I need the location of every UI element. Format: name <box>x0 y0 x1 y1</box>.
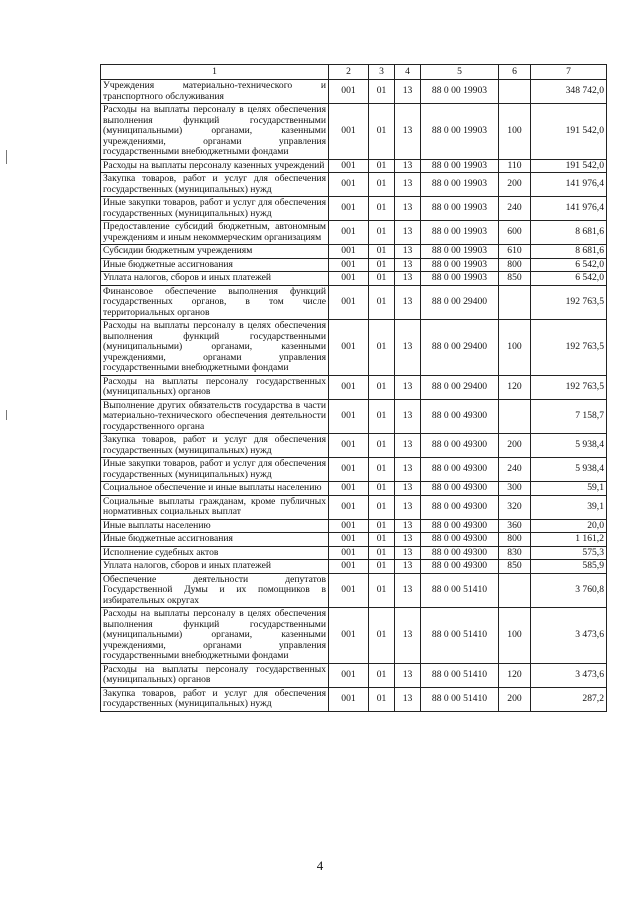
cell-grbs: 001 <box>329 687 369 711</box>
cell-section: 01 <box>369 687 395 711</box>
table-row <box>101 221 607 245</box>
cell-target-article: 88 0 00 51410 <box>421 573 499 608</box>
cell-grbs: 001 <box>329 375 369 399</box>
table-row <box>101 375 607 399</box>
cell-subsection: 13 <box>395 197 421 221</box>
cell-name: Финансовое обеспечение выполнения функций государственных органов, в том числе территориальных органов <box>101 285 329 320</box>
cell-grbs: 001 <box>329 272 369 286</box>
cell-name: Субсидии бюджетным учреждениям <box>101 245 329 259</box>
cell-section: 01 <box>369 285 395 320</box>
cell-amount: 141 976,4 <box>531 197 607 221</box>
cell-expense-type: 830 <box>499 546 531 560</box>
header-col-7: 7 <box>531 65 607 80</box>
cell-name: Исполнение судебных актов <box>101 546 329 560</box>
cell-grbs: 001 <box>329 533 369 547</box>
cell-amount: 1 161,2 <box>531 533 607 547</box>
cell-target-article: 88 0 00 51410 <box>421 608 499 664</box>
cell-expense-type <box>499 573 531 608</box>
cell-section: 01 <box>369 560 395 574</box>
cell-section: 01 <box>369 495 395 519</box>
page-number: 4 <box>316 858 324 873</box>
cell-amount: 5 938,4 <box>531 434 607 458</box>
cell-section: 01 <box>369 173 395 197</box>
table-row <box>101 663 607 687</box>
cell-grbs: 001 <box>329 173 369 197</box>
cell-grbs: 001 <box>329 573 369 608</box>
cell-amount: 7 158,7 <box>531 399 607 434</box>
cell-name: Иные выплаты населению <box>101 519 329 533</box>
table-row <box>101 458 607 482</box>
cell-subsection: 13 <box>395 173 421 197</box>
cell-subsection: 13 <box>395 533 421 547</box>
table-row <box>101 285 607 320</box>
cell-grbs: 001 <box>329 221 369 245</box>
cell-target-article: 88 0 00 49300 <box>421 495 499 519</box>
cell-name: Закупка товаров, работ и услуг для обеспечения государственных (муниципальных) нужд <box>101 687 329 711</box>
cell-section: 01 <box>369 104 395 160</box>
table-row <box>101 573 607 608</box>
cell-expense-type: 200 <box>499 434 531 458</box>
cell-subsection: 13 <box>395 573 421 608</box>
cell-target-article: 88 0 00 19903 <box>421 173 499 197</box>
cell-grbs: 001 <box>329 546 369 560</box>
cell-target-article: 88 0 00 49300 <box>421 399 499 434</box>
cell-name: Расходы на выплаты персоналу в целях обеспечения выполнения функций государственными (муниципальными) органами, казенными учреждениями, органами управления государственными внебюджетными фондами <box>101 320 329 376</box>
cell-target-article: 88 0 00 19903 <box>421 104 499 160</box>
cell-subsection: 13 <box>395 245 421 259</box>
cell-section: 01 <box>369 320 395 376</box>
cell-expense-type: 100 <box>499 608 531 664</box>
cell-grbs: 001 <box>329 285 369 320</box>
cell-name: Учреждения материально-технического и транспортного обслуживания <box>101 80 329 104</box>
table-row <box>101 173 607 197</box>
cell-expense-type <box>499 80 531 104</box>
cell-section: 01 <box>369 608 395 664</box>
cell-grbs: 001 <box>329 399 369 434</box>
cell-name: Расходы на выплаты персоналу в целях обеспечения выполнения функций государственными (муниципальными) органами, казенными учреждениями, органами управления государственными внебюджетными фондами <box>101 104 329 160</box>
table-row <box>101 482 607 496</box>
cell-expense-type: 320 <box>499 495 531 519</box>
cell-grbs: 001 <box>329 258 369 272</box>
cell-subsection: 13 <box>395 495 421 519</box>
cell-grbs: 001 <box>329 197 369 221</box>
cell-grbs: 001 <box>329 482 369 496</box>
cell-expense-type: 240 <box>499 458 531 482</box>
scan-margin-mark <box>6 410 7 420</box>
cell-amount: 192 763,5 <box>531 375 607 399</box>
cell-target-article: 88 0 00 49300 <box>421 533 499 547</box>
cell-subsection: 13 <box>395 546 421 560</box>
cell-section: 01 <box>369 482 395 496</box>
cell-name: Социальное обеспечение и иные выплаты населению <box>101 482 329 496</box>
header-col-1: 1 <box>101 65 329 80</box>
cell-target-article: 88 0 00 49300 <box>421 482 499 496</box>
cell-name: Уплата налогов, сборов и иных платежей <box>101 272 329 286</box>
table-row <box>101 399 607 434</box>
cell-grbs: 001 <box>329 245 369 259</box>
cell-section: 01 <box>369 519 395 533</box>
cell-expense-type: 120 <box>499 663 531 687</box>
cell-subsection: 13 <box>395 375 421 399</box>
cell-expense-type: 240 <box>499 197 531 221</box>
cell-grbs: 001 <box>329 434 369 458</box>
cell-amount: 3 473,6 <box>531 663 607 687</box>
cell-amount: 20,0 <box>531 519 607 533</box>
cell-target-article: 88 0 00 29400 <box>421 285 499 320</box>
cell-target-article: 88 0 00 29400 <box>421 375 499 399</box>
cell-amount: 141 976,4 <box>531 173 607 197</box>
cell-subsection: 13 <box>395 482 421 496</box>
cell-subsection: 13 <box>395 104 421 160</box>
cell-grbs: 001 <box>329 80 369 104</box>
cell-amount: 39,1 <box>531 495 607 519</box>
cell-expense-type: 360 <box>499 519 531 533</box>
cell-expense-type: 120 <box>499 375 531 399</box>
cell-target-article: 88 0 00 19903 <box>421 258 499 272</box>
cell-amount: 575,3 <box>531 546 607 560</box>
cell-subsection: 13 <box>395 458 421 482</box>
table-row <box>101 687 607 711</box>
cell-target-article: 88 0 00 19903 <box>421 272 499 286</box>
cell-amount: 585,9 <box>531 560 607 574</box>
table-row <box>101 272 607 286</box>
cell-section: 01 <box>369 80 395 104</box>
cell-amount: 8 681,6 <box>531 221 607 245</box>
header-col-5: 5 <box>421 65 499 80</box>
table-row <box>101 608 607 664</box>
cell-target-article: 88 0 00 51410 <box>421 687 499 711</box>
table-row <box>101 560 607 574</box>
table-row <box>101 245 607 259</box>
cell-subsection: 13 <box>395 221 421 245</box>
table-header-row <box>101 65 607 80</box>
budget-table <box>100 64 607 712</box>
cell-grbs: 001 <box>329 663 369 687</box>
table-row <box>101 258 607 272</box>
table-row <box>101 495 607 519</box>
header-col-2: 2 <box>329 65 369 80</box>
cell-name: Закупка товаров, работ и услуг для обеспечения государственных (муниципальных) нужд <box>101 434 329 458</box>
cell-target-article: 88 0 00 29400 <box>421 320 499 376</box>
cell-subsection: 13 <box>395 258 421 272</box>
cell-subsection: 13 <box>395 80 421 104</box>
cell-section: 01 <box>369 434 395 458</box>
cell-name: Иные бюджетные ассигнования <box>101 258 329 272</box>
cell-name: Уплата налогов, сборов и иных платежей <box>101 560 329 574</box>
cell-section: 01 <box>369 272 395 286</box>
table-row <box>101 320 607 376</box>
cell-name: Иные закупки товаров, работ и услуг для обеспечения государственных (муниципальных) нужд <box>101 197 329 221</box>
cell-subsection: 13 <box>395 399 421 434</box>
table-row <box>101 80 607 104</box>
cell-subsection: 13 <box>395 272 421 286</box>
cell-amount: 192 763,5 <box>531 285 607 320</box>
cell-expense-type <box>499 285 531 320</box>
cell-grbs: 001 <box>329 608 369 664</box>
header-col-3: 3 <box>369 65 395 80</box>
cell-grbs: 001 <box>329 495 369 519</box>
cell-name: Обеспечение деятельности депутатов Государственной Думы и их помощников в избирательных округах <box>101 573 329 608</box>
cell-expense-type: 100 <box>499 320 531 376</box>
cell-expense-type <box>499 399 531 434</box>
cell-target-article: 88 0 00 19903 <box>421 221 499 245</box>
cell-expense-type: 610 <box>499 245 531 259</box>
cell-subsection: 13 <box>395 285 421 320</box>
scan-margin-mark <box>6 150 7 164</box>
cell-subsection: 13 <box>395 320 421 376</box>
cell-expense-type: 200 <box>499 687 531 711</box>
cell-name: Расходы на выплаты персоналу в целях обеспечения выполнения функций государственными (муниципальными) органами, казенными учреждениями, органами управления государственными внебюджетными фондами <box>101 608 329 664</box>
cell-name: Иные закупки товаров, работ и услуг для обеспечения государственных (муниципальных) нужд <box>101 458 329 482</box>
cell-name: Предоставление субсидий бюджетным, автономным учреждениям и иным некоммерческим организациям <box>101 221 329 245</box>
cell-expense-type: 600 <box>499 221 531 245</box>
cell-amount: 348 742,0 <box>531 80 607 104</box>
cell-subsection: 13 <box>395 663 421 687</box>
cell-amount: 59,1 <box>531 482 607 496</box>
cell-section: 01 <box>369 159 395 173</box>
cell-subsection: 13 <box>395 608 421 664</box>
cell-section: 01 <box>369 546 395 560</box>
cell-name: Закупка товаров, работ и услуг для обеспечения государственных (муниципальных) нужд <box>101 173 329 197</box>
cell-name: Социальные выплаты гражданам, кроме публичных нормативных социальных выплат <box>101 495 329 519</box>
cell-grbs: 001 <box>329 104 369 160</box>
table-row <box>101 519 607 533</box>
cell-subsection: 13 <box>395 687 421 711</box>
cell-amount: 191 542,0 <box>531 104 607 160</box>
cell-target-article: 88 0 00 19903 <box>421 80 499 104</box>
table-row <box>101 197 607 221</box>
cell-section: 01 <box>369 399 395 434</box>
cell-amount: 3 760,8 <box>531 573 607 608</box>
cell-amount: 3 473,6 <box>531 608 607 664</box>
cell-section: 01 <box>369 533 395 547</box>
cell-amount: 287,2 <box>531 687 607 711</box>
cell-expense-type: 850 <box>499 272 531 286</box>
cell-grbs: 001 <box>329 560 369 574</box>
cell-section: 01 <box>369 197 395 221</box>
cell-amount: 191 542,0 <box>531 159 607 173</box>
cell-target-article: 88 0 00 19903 <box>421 159 499 173</box>
cell-grbs: 001 <box>329 519 369 533</box>
cell-expense-type: 110 <box>499 159 531 173</box>
cell-expense-type: 300 <box>499 482 531 496</box>
cell-name: Расходы на выплаты персоналу государственных (муниципальных) органов <box>101 663 329 687</box>
cell-subsection: 13 <box>395 560 421 574</box>
cell-subsection: 13 <box>395 519 421 533</box>
cell-target-article: 88 0 00 19903 <box>421 197 499 221</box>
table-row <box>101 104 607 160</box>
cell-target-article: 88 0 00 49300 <box>421 560 499 574</box>
header-col-6: 6 <box>499 65 531 80</box>
cell-subsection: 13 <box>395 434 421 458</box>
cell-name: Расходы на выплаты персоналу казенных учреждений <box>101 159 329 173</box>
cell-section: 01 <box>369 258 395 272</box>
cell-subsection: 13 <box>395 159 421 173</box>
cell-target-article: 88 0 00 51410 <box>421 663 499 687</box>
header-col-4: 4 <box>395 65 421 80</box>
cell-expense-type: 200 <box>499 173 531 197</box>
table-row <box>101 434 607 458</box>
cell-target-article: 88 0 00 49300 <box>421 546 499 560</box>
cell-section: 01 <box>369 663 395 687</box>
cell-section: 01 <box>369 375 395 399</box>
cell-expense-type: 850 <box>499 560 531 574</box>
cell-grbs: 001 <box>329 458 369 482</box>
cell-target-article: 88 0 00 49300 <box>421 434 499 458</box>
table-row <box>101 546 607 560</box>
table-row <box>101 533 607 547</box>
cell-name: Расходы на выплаты персоналу государственных (муниципальных) органов <box>101 375 329 399</box>
cell-amount: 8 681,6 <box>531 245 607 259</box>
cell-grbs: 001 <box>329 320 369 376</box>
cell-target-article: 88 0 00 49300 <box>421 458 499 482</box>
cell-section: 01 <box>369 245 395 259</box>
cell-name: Иные бюджетные ассигнования <box>101 533 329 547</box>
cell-target-article: 88 0 00 49300 <box>421 519 499 533</box>
cell-amount: 6 542,0 <box>531 258 607 272</box>
cell-amount: 192 763,5 <box>531 320 607 376</box>
cell-expense-type: 800 <box>499 533 531 547</box>
cell-name: Выполнение других обязательств государства в части материально-технического обеспечения деятельности государственного органа <box>101 399 329 434</box>
cell-target-article: 88 0 00 19903 <box>421 245 499 259</box>
cell-expense-type: 100 <box>499 104 531 160</box>
table-body <box>101 80 607 712</box>
cell-amount: 5 938,4 <box>531 458 607 482</box>
cell-grbs: 001 <box>329 159 369 173</box>
cell-amount: 6 542,0 <box>531 272 607 286</box>
cell-expense-type: 800 <box>499 258 531 272</box>
cell-section: 01 <box>369 573 395 608</box>
cell-section: 01 <box>369 221 395 245</box>
cell-section: 01 <box>369 458 395 482</box>
table-row <box>101 159 607 173</box>
